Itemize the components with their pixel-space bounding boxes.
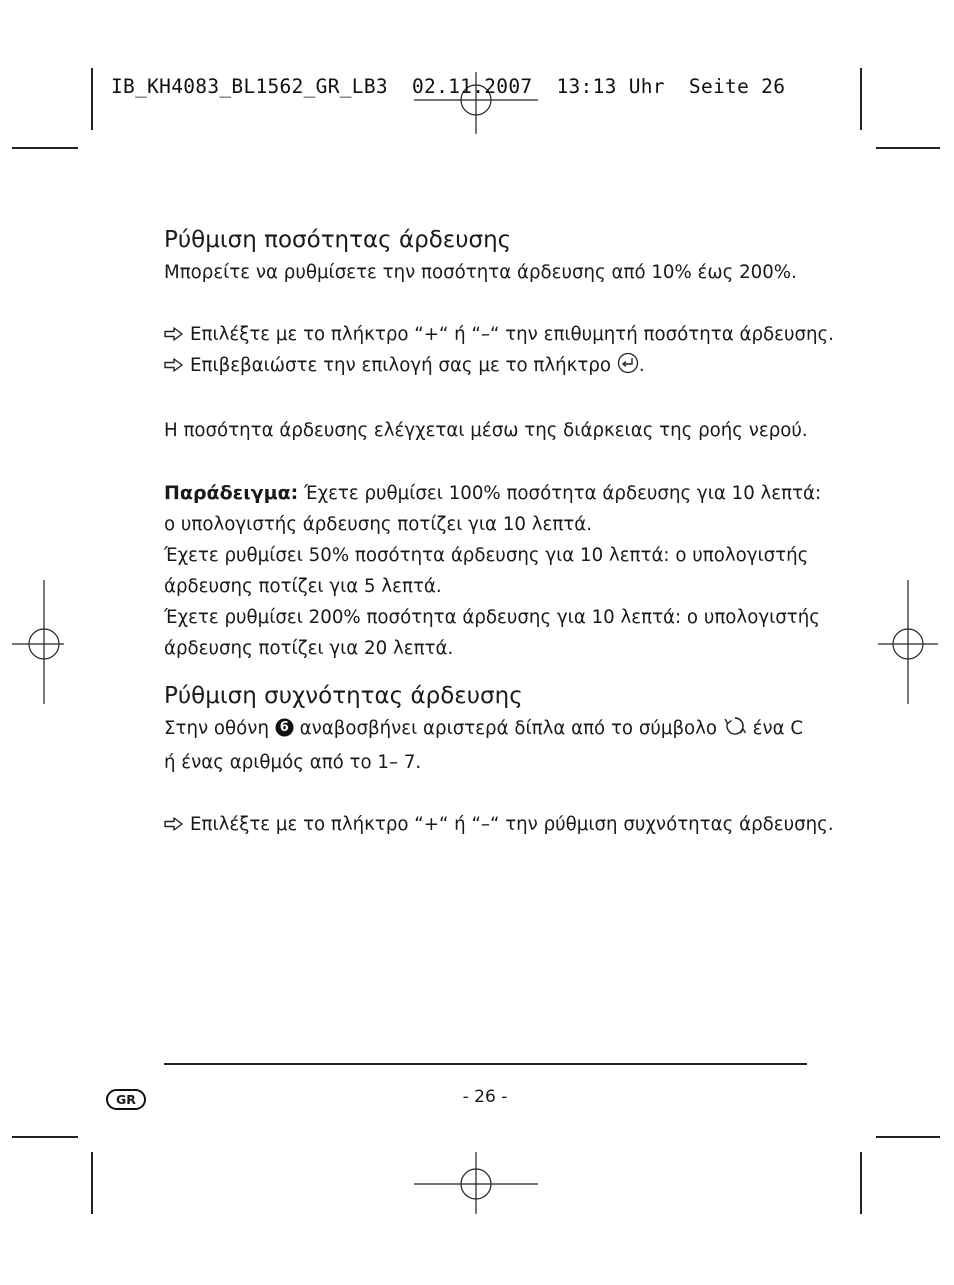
registration-target-icon <box>10 578 66 706</box>
instruction-step-end: . <box>638 355 645 376</box>
footer-divider <box>164 1063 807 1065</box>
instruction-step <box>164 319 835 350</box>
intro-text: Μπορείτε να ρυθμίσετε την ποσότητα άρδευσης από 10% έως 200%. <box>164 262 797 283</box>
number-badge-icon <box>275 718 294 737</box>
arrow-right-outline-icon <box>164 350 190 381</box>
display-description-continued: ή ένας αριθμός από το 1– 7. <box>164 752 422 773</box>
example-line <box>164 478 822 509</box>
crop-mark <box>12 147 78 149</box>
example-line: άρδευσης ποτίζει για 5 λεπτά. <box>164 576 442 597</box>
section-title-irrigation-frequency: Ρύθμιση συχνότητας άρδευσης <box>164 683 523 709</box>
crop-mark <box>860 68 862 130</box>
crop-mark <box>91 68 93 130</box>
example-label: Παράδειγμα: <box>164 482 299 504</box>
crop-mark <box>876 1136 940 1138</box>
registration-target-icon <box>410 1150 540 1216</box>
page-number: - 26 - <box>462 1087 508 1107</box>
instruction-step-text: Επιβεβαιώστε την επιλογή σας με το πλήκτρο <box>190 355 612 376</box>
language-badge: GR <box>106 1089 146 1110</box>
print-header: IB_KH4083_BL1562_GR_LB3 02.11.2007 13:13 Uhr Seite 26 <box>111 75 786 98</box>
instruction-step <box>164 809 834 840</box>
arrow-right-outline-icon <box>164 319 190 350</box>
display-description-text: Στην οθόνη <box>164 718 269 739</box>
instruction-step <box>164 350 814 384</box>
instruction-step-text: Επιλέξτε με το πλήκτρο “+“ ή “–“ την ρύθμιση συχνότητας άρδευσης. <box>190 814 834 835</box>
crop-mark <box>12 1136 78 1138</box>
enter-key-icon <box>617 352 639 384</box>
repeat-cycle-icon <box>723 715 747 747</box>
page-content <box>164 223 835 840</box>
example-line: Έχετε ρυθμίσει 50% ποσότητα άρδευσης για 10 λεπτά: ο υπολογιστής <box>164 545 809 566</box>
display-description-text: αναβοσβήνει αριστερά δίπλα από το σύμβολο <box>299 718 718 739</box>
crop-mark <box>91 1152 93 1214</box>
instruction-step-text: Επιλέξτε με το πλήκτρο “+“ ή “–“ την επιθυμητή ποσότητα άρδευσης. <box>190 324 835 345</box>
crop-mark <box>876 147 940 149</box>
note-text: Η ποσότητα άρδευσης ελέγχεται μέσω της διάρκειας της ροής νερού. <box>164 420 808 441</box>
crop-mark <box>860 1152 862 1214</box>
display-description <box>164 713 814 747</box>
example-text: Έχετε ρυθμίσει 100% ποσότητα άρδευσης για 10 λεπτά: <box>304 483 822 504</box>
section-title-irrigation-amount: Ρύθμιση ποσότητας άρδευσης <box>164 227 512 253</box>
arrow-right-outline-icon <box>164 809 190 840</box>
example-line: ο υπολογιστής άρδευσης ποτίζει για 10 λεπτά. <box>164 514 593 535</box>
registration-target-icon <box>876 578 942 706</box>
example-line: Έχετε ρυθμίσει 200% ποσότητα άρδευσης για 10 λεπτά: ο υπολογιστής <box>164 607 820 628</box>
display-description-text: ένα C <box>752 718 804 739</box>
display-number: 6 <box>279 720 289 735</box>
example-line: άρδευσης ποτίζει για 20 λεπτά. <box>164 638 454 659</box>
